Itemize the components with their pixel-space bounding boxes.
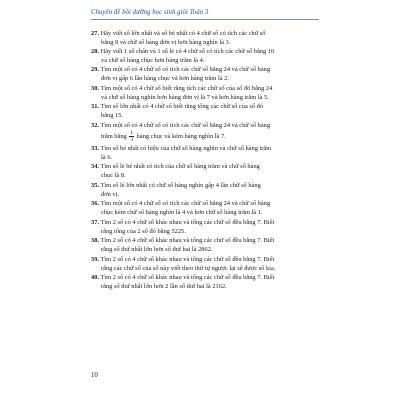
problem-text: rằng tổng của 2 số đó bằng 5225. bbox=[101, 228, 186, 235]
problem-line bbox=[91, 29, 323, 38]
problem-line bbox=[91, 102, 323, 111]
problem-text: và chữ số hàng chục hơn hàng trăm là 4. bbox=[101, 57, 205, 64]
problem-text: là 6. bbox=[101, 154, 113, 161]
problem-number: 37. bbox=[91, 219, 99, 226]
problem-text: rằng số thứ nhất lớn hơn số thứ hai là 2862. bbox=[101, 246, 213, 253]
problem-item bbox=[91, 273, 323, 291]
problem-number: 39. bbox=[91, 256, 99, 263]
problem-text: bằng 15. bbox=[101, 112, 124, 119]
problem-number: 38. bbox=[91, 237, 99, 244]
page-number: 10 bbox=[91, 372, 98, 379]
problem-line bbox=[91, 93, 323, 102]
problem-line bbox=[91, 121, 323, 130]
problem-text: Hãy viết 1 số chẵn và 1 số lẻ có 4 chữ số có tích các chữ số bằng 10 bbox=[100, 48, 275, 55]
problem-number: 33. bbox=[91, 145, 99, 152]
problem-number: 36. bbox=[91, 200, 99, 207]
problem-number: 28. bbox=[91, 48, 99, 55]
problem-number: 35. bbox=[91, 182, 99, 189]
problem-line bbox=[91, 227, 323, 236]
problem-item bbox=[91, 144, 323, 162]
problem-item bbox=[91, 218, 323, 236]
problem-line bbox=[91, 245, 323, 254]
problem-text: trăm bằng bbox=[101, 132, 127, 140]
problem-text: Tìm 2 số có 4 chữ số khác nhau và tổng các chữ số đều bằng 7. Biết bbox=[100, 219, 275, 226]
problem-line bbox=[91, 199, 323, 208]
problem-line bbox=[91, 171, 323, 180]
problem-item bbox=[91, 84, 323, 102]
problem-line bbox=[91, 208, 323, 217]
problem-line bbox=[91, 264, 323, 273]
problem-item bbox=[91, 29, 323, 47]
problem-item bbox=[91, 199, 323, 217]
problem-text: hàng chục và kém hàng nghìn là 7. bbox=[136, 132, 226, 140]
problem-number: 40. bbox=[91, 274, 99, 281]
problem-line bbox=[91, 153, 323, 162]
problem-text: rằng các chữ số của số này viết theo thứ tự ngược lại sẽ được số kia. bbox=[101, 265, 276, 272]
problem-item bbox=[91, 121, 323, 143]
problem-line bbox=[91, 162, 323, 171]
problem-item bbox=[91, 102, 323, 120]
problem-text: Tìm 2 số có 4 chữ số khác nhau và tổng các chữ số đều bằng 7. Biết bbox=[100, 237, 275, 244]
problem-line bbox=[91, 56, 323, 65]
problem-text: chục kém chữ số hàng nghìn là 4 và hơn chữ số hàng trăm là 1. bbox=[101, 209, 263, 216]
problem-text: Tìm một số có 4 chữ số có tích các chữ số bằng 24 và chữ số hàng bbox=[100, 122, 271, 129]
fraction bbox=[129, 130, 134, 143]
problem-text: Hãy viết số lớn nhất và số bé nhất có 4 chữ số có tích các chữ số bbox=[100, 30, 266, 37]
problem-line bbox=[91, 255, 323, 264]
problem-line bbox=[91, 38, 323, 47]
problem-item bbox=[91, 162, 323, 180]
problem-line bbox=[91, 47, 323, 56]
problem-text: Tìm số bé nhất có hiệu của chữ số hàng nghìn và chữ số hàng trăm bbox=[100, 145, 272, 152]
problem-text: Tìm 2 số có 4 chữ số khác nhau và tổng các chữ số đều bằng 7. Biết bbox=[100, 274, 275, 281]
problem-item bbox=[91, 236, 323, 254]
problem-text: chục là 8. bbox=[101, 172, 126, 179]
problem-text: đơn vị. bbox=[101, 191, 119, 198]
problem-number: 30. bbox=[91, 85, 99, 92]
problem-line bbox=[91, 74, 323, 83]
problem-text: và chữ số hàng nghìn hơn hàng đơn vị là 7 và hơn hàng trăm là 5. bbox=[101, 94, 269, 101]
problem-number: 27. bbox=[91, 30, 99, 37]
problem-text: Tìm một số có 4 chữ số có tích các chữ số bằng 24 và chữ số hàng bbox=[100, 200, 271, 207]
header-rule bbox=[91, 19, 319, 20]
problem-text: đơn vị gấp 6 lần hàng chục và hơn hàng trăm là 2. bbox=[101, 75, 229, 82]
problem-number: 29. bbox=[91, 66, 99, 73]
problem-text: rằng số thứ nhất lớn hơn 2 lần số thứ hai là 2162. bbox=[101, 283, 227, 290]
problem-text: Tìm số lớn nhất có 4 chữ số biết rằng tổng các chữ số của số đó bbox=[100, 103, 264, 110]
problem-line bbox=[91, 144, 323, 153]
problem-text: Tìm số lẻ lớn nhất có chữ số hàng nghìn gấp 4 lần chữ số hàng bbox=[100, 182, 261, 189]
fraction-numerator: 1 bbox=[130, 130, 134, 136]
page-header-title: Chuyên đề bồi dưỡng học sinh giỏi Toán 3 bbox=[91, 9, 209, 16]
problem-number: 34. bbox=[91, 163, 99, 170]
problem-line bbox=[91, 111, 323, 120]
problem-item bbox=[91, 47, 323, 65]
problem-line bbox=[91, 190, 323, 199]
problem-line bbox=[91, 65, 323, 74]
problem-text: bằng 8 và chữ số hàng đơn vị hơn hàng nghìn là 3. bbox=[101, 39, 231, 46]
problem-line bbox=[91, 218, 323, 227]
problem-line bbox=[91, 236, 323, 245]
problem-item bbox=[91, 181, 323, 199]
problem-line bbox=[91, 84, 323, 93]
problem-line bbox=[91, 282, 323, 291]
problem-text: Tìm một số có 4 chữ số có tích các chữ số bằng 24 và chữ số hàng bbox=[100, 66, 271, 73]
problem-text: Tìm 2 số có 4 chữ số khác nhau và tổng các chữ số đều bằng 7. Biết bbox=[100, 256, 275, 263]
problem-line bbox=[91, 130, 323, 143]
problem-line bbox=[91, 181, 323, 190]
problem-line bbox=[91, 273, 323, 282]
fraction-denominator: 3 bbox=[130, 137, 134, 143]
problem-number: 31. bbox=[91, 103, 99, 110]
problem-number: 32. bbox=[91, 122, 99, 129]
problem-item bbox=[91, 65, 323, 83]
problem-text: Tìm một số có 4 chữ số biết rằng tích các chữ số của số đó bằng 24 bbox=[100, 85, 273, 92]
problem-item bbox=[91, 255, 323, 273]
problem-text: Tìm số lẻ bé nhất có tích của chữ số hàng trăm và chữ số hàng bbox=[100, 163, 260, 170]
